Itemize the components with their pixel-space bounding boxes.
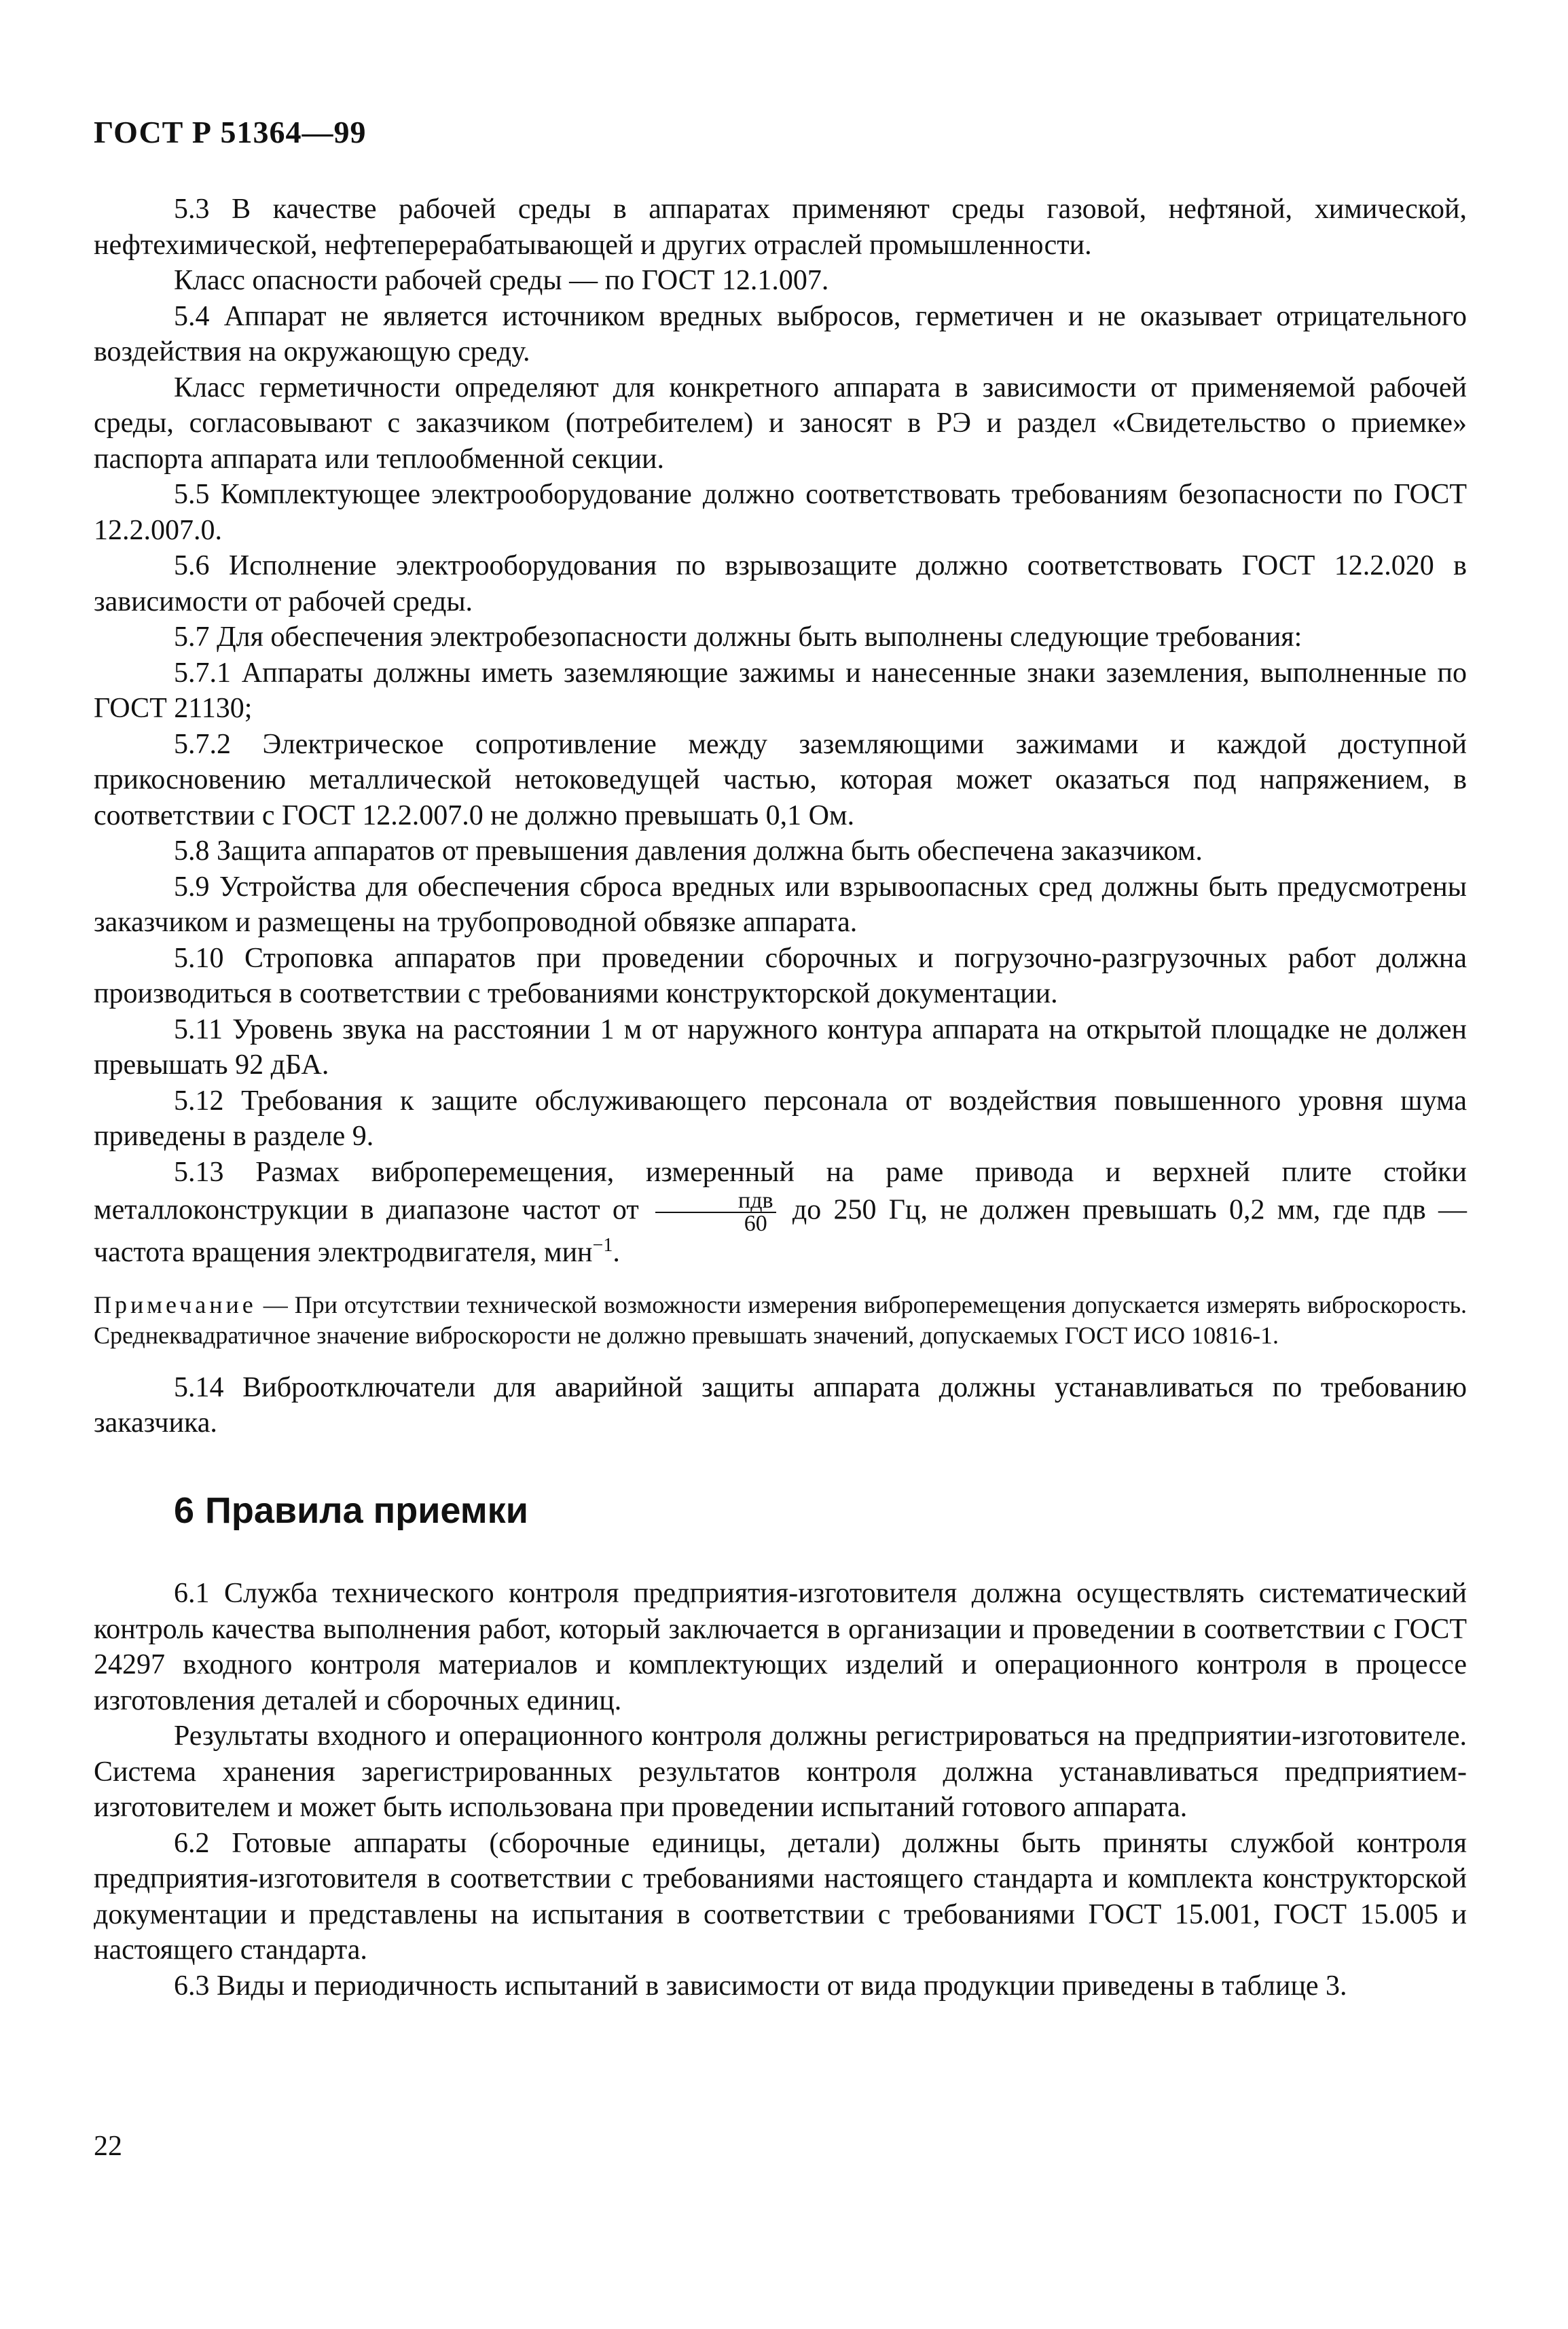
paragraph-5-10: 5.10 Строповка аппаратов при проведении сборочных и погрузочно-разгрузочных работ должна производиться в соответствии с требованиями конструкторской документации. — [94, 942, 1467, 1009]
fraction-denominator: 60 — [744, 1211, 767, 1236]
note-text: — При отсутствии технической возможности измерения виброперемещения допускается измерять виброскорость. Среднеквадратичное значение виброскорости не должно превышать значений, допускаемых ГОСТ ИСО 10816-1. — [94, 1290, 1467, 1349]
paragraph-6-3: 6.3 Виды и периодичность испытаний в зависимости от вида продукции приведены в таблице 3. — [174, 1970, 1347, 2002]
page-number: 22 — [94, 2131, 122, 2162]
paragraph-5-8: 5.8 Защита аппаратов от превышения давления должна быть обеспечена заказчиком. — [174, 835, 1203, 867]
paragraph-5-11: 5.11 Уровень звука на расстоянии 1 м от наружного контура аппарата на открытой площадке не должен превышать 92 дБА. — [94, 1013, 1467, 1081]
superscript: −1 — [592, 1235, 613, 1256]
paragraph-5-7-1: 5.7.1 Аппараты должны иметь заземляющие зажимы и нанесенные знаки заземления, выполненные по ГОСТ 21130; — [94, 657, 1467, 724]
paragraph-5-5: 5.5 Комплектующее электрооборудование должно соответствовать требованиям безопасности по ГОСТ 12.2.007.0. — [94, 479, 1467, 546]
paragraph-hazard-class: Класс опасности рабочей среды — по ГОСТ 12.1.007. — [174, 265, 829, 296]
paragraph-5-7: 5.7 Для обеспечения электробезопасности должны быть выполнены следующие требования: — [174, 621, 1302, 653]
paragraph-5-7-2: 5.7.2 Электрическое сопротивление между заземляющими зажимами и каждой доступной прикосновению металлической нетоковедущей частью, которая может оказаться под напряжением, в соответствии с ГОСТ 12.2.007.0 не должно превышать 0,1 Ом. — [94, 728, 1467, 831]
paragraph-5-6: 5.6 Исполнение электрооборудования по взрывозащите должно соответствовать ГОСТ 12.2.020 в зависимости от рабочей среды. — [94, 550, 1467, 617]
paragraph-5-13 — [94, 1155, 1467, 1271]
p513-before: 5.13 Размах виброперемещения, измеренный на раме привода и верхней плите стойки металлоконструкции в диапазоне частот от — [94, 1156, 1467, 1226]
p513-after: до 250 Гц, не должен превышать 0,2 мм, где пдв — частота вращения электродвигателя, мин — [94, 1194, 1467, 1268]
paragraph-5-12: 5.12 Требования к защите обслуживающего персонала от воздействия повышенного уровня шума приведены в разделе 9. — [94, 1085, 1467, 1152]
note-label: Примечание — [94, 1290, 257, 1318]
note — [94, 1290, 1467, 1351]
paragraph-tightness-class: Класс герметичности определяют для конкретного аппарата в зависимости от применяемой рабочей среды, согласовывают с заказчиком (потребителем) и заносят в РЭ и раздел «Свидетельство о приемке» паспорта аппарата или теплообменной секции. — [94, 372, 1467, 475]
paragraph-5-14: 5.14 Виброотключатели для аварийной защиты аппарата должны устанавливаться по требованию заказчика. — [94, 1371, 1467, 1439]
paragraph-6-1: 6.1 Служба технического контроля предприятия-изготовителя должна осуществлять систематический контроль качества выполнения работ, который заключается в организации и проведении в соответствии с ГОСТ 24297 входного контроля материалов и комплектующих изделий и операционного контроля в процессе изготовления деталей и сборочных единиц. — [94, 1578, 1467, 1716]
section-title: Правила приемки — [205, 1490, 528, 1531]
section-number: 6 — [174, 1490, 195, 1531]
paragraph-5-9: 5.9 Устройства для обеспечения сброса вредных или взрывоопасных сред должны быть предусмотрены заказчиком и размещены на трубопроводной обвязке аппарата. — [94, 871, 1467, 938]
section-heading — [174, 1490, 1467, 1531]
fraction — [655, 1190, 776, 1235]
paragraph-5-4: 5.4 Аппарат не является источником вредных выбросов, герметичен и не оказывает отрицательного воздействия на окружающую среду. — [94, 300, 1467, 367]
document-body — [94, 192, 1467, 2004]
fraction-numerator: пдв — [655, 1190, 776, 1213]
document-header: ГОСТ Р 51364—99 — [94, 115, 367, 149]
paragraph-6-2: 6.2 Готовые аппараты (сборочные единицы, детали) должны быть приняты службой контроля предприятия-изготовителя в соответствии с требованиями настоящего стандарта и комплекта конструкторской документации и представлены на испытания в соответствии с требованиями ГОСТ 15.001, ГОСТ 15.005 и настоящего стандарта. — [94, 1827, 1467, 1966]
paragraph-5-3: 5.3 В качестве рабочей среды в аппаратах применяют среды газовой, нефтяной, химической, нефтехимической, нефтеперерабатывающей и других отраслей промышленности. — [94, 194, 1467, 261]
paragraph-results: Результаты входного и операционного контроля должны регистрироваться на предприятии-изготовителе. Система хранения зарегистрированных результатов контроля должна устанавливаться предприятием-изготовителем и может быть использована при проведении испытаний готового аппарата. — [94, 1720, 1467, 1823]
p513-end: . — [613, 1237, 620, 1268]
